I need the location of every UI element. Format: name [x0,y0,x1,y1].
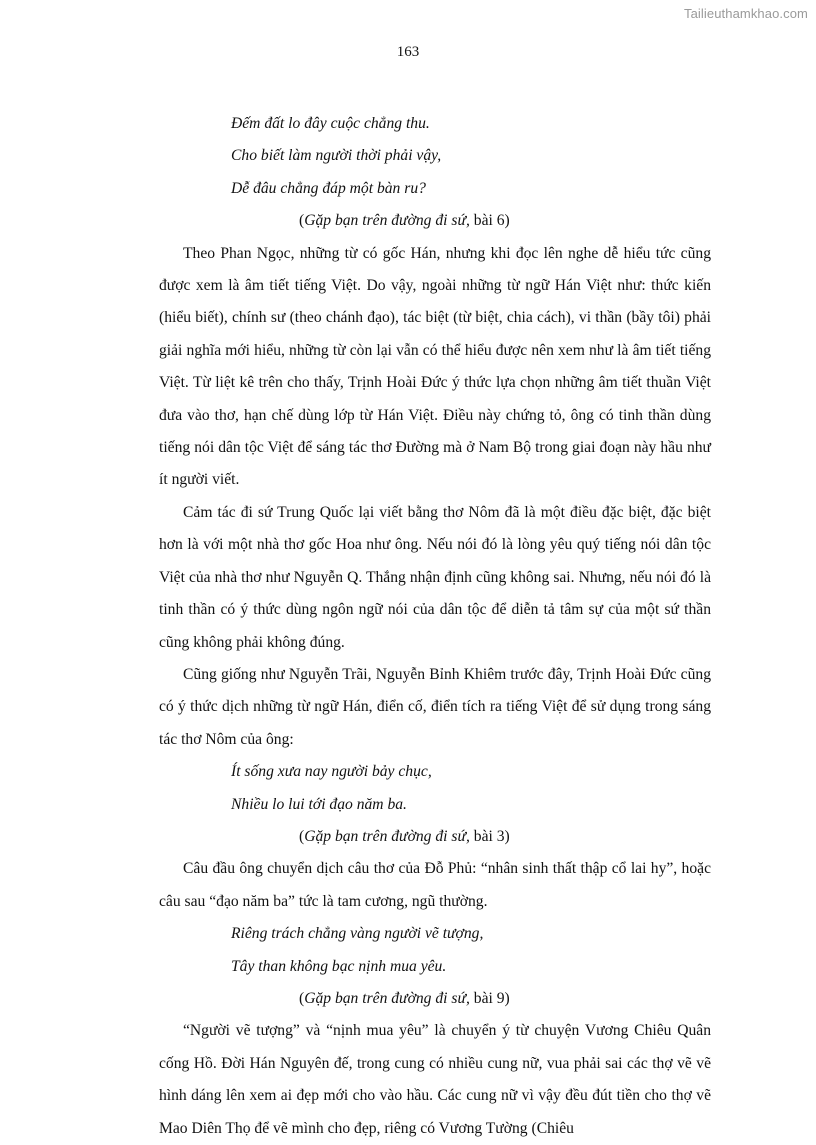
citation-open: ( [299,827,305,845]
paragraph: Cũng giống như Nguyễn Trãi, Nguyễn Bỉnh Khiêm trước đây, Trịnh Hoài Đức cũng có ý thức dịch những từ ngữ Hán, điển cố, điển tích ra tiếng Việt để sử dụng trong sáng tác thơ Nôm của ông: [159,665,711,748]
citation-source: Gặp bạn trên đường đi sứ, [304,212,470,230]
verse-line: Ít sống xưa nay người bảy chục, [231,763,432,781]
citation-source: Gặp bạn trên đường đi sứ, [304,827,470,845]
citation-open: ( [299,212,305,230]
verse-line: Riêng trách chẳng vàng người vẽ tượng, [231,925,484,943]
paragraph: Theo Phan Ngọc, những từ có gốc Hán, nhưng khi đọc lên nghe dễ hiểu tức cũng được xem là âm tiết tiếng Việt. Do vậy, ngoài những từ ngữ Hán Việt như: thức kiến (hiểu biết), chính sư (theo chánh đạo), tác biệt (từ biệt, chia cách), vi thần (bầy tôi) phải giải nghĩa mới hiểu, những từ còn lại vẫn có thể hiểu được nên xem như là âm tiết tiếng Việt. Từ liệt kê trên cho thấy, Trịnh Hoài Đức ý thức lựa chọn những âm tiết thuần Việt đưa vào thơ, hạn chế dùng lớp từ Hán Việt. Điều này chứng tỏ, ông có tinh thần dùng tiếng nói dân tộc Việt để sáng tác thơ Đường mà ở Nam Bộ trong giai đoạn này hầu như ít người viết. [159,244,711,489]
verse-citation [159,205,711,237]
verse-line: Nhiều lo lui tới đạo năm ba. [231,795,407,813]
watermark: Tailieuthamkhao.com [683,6,808,21]
citation-rest: bài 6) [469,212,510,230]
paragraph: “Người vẽ tượng” và “nịnh mua yêu” là chuyển ý từ chuyện Vương Chiêu Quân cống Hồ. Đời Hán Nguyên đế, trong cung có nhiều cung nữ, vua phải sai các thợ vẽ vẽ hình dáng lên xem ai đẹp mới cho vào hầu. Các cung nữ vì vậy đều đút tiền cho thợ vẽ Mao Diên Thọ để vẽ mình cho đẹp, riêng có Vương Tường (Chiêu [159,1022,711,1137]
verse-line: Dễ đâu chẳng đáp một bàn ru? [231,179,426,197]
verse-citation [159,983,711,1015]
paragraph: Câu đầu ông chuyển dịch câu thơ của Đỗ Phủ: “nhân sinh thất thập cổ lai hy”, hoặc câu sau “đạo năm ba” tức là tam cương, ngũ thường. [159,860,711,910]
citation-rest: bài 9) [469,989,510,1007]
citation-open: ( [299,989,305,1007]
page-body [159,108,711,1145]
verse-line: Tây than không bạc nịnh mua yêu. [231,957,447,975]
citation-source: Gặp bạn trên đường đi sứ, [304,989,470,1007]
verse-line: Cho biết làm người thời phải vậy, [231,147,442,165]
verse-citation [159,821,711,853]
page-number: 163 [396,44,420,60]
paragraph: Cảm tác đi sứ Trung Quốc lại viết bằng thơ Nôm đã là một điều đặc biệt, đặc biệt hơn là với một nhà thơ gốc Hoa như ông. Nếu nói đó là lòng yêu quý tiếng nói dân tộc Việt của nhà thơ như Nguyễn Q. Thắng nhận định cũng không sai. Nhưng, nếu nói đó là tinh thần có ý thức dùng ngôn ngữ nói của dân tộc để diễn tả tâm sự của một sứ thần cũng không phải không đúng. [159,503,711,651]
verse-line: Đếm đất lo đây cuộc chẳng thu. [231,115,430,132]
citation-rest: bài 3) [469,827,510,845]
